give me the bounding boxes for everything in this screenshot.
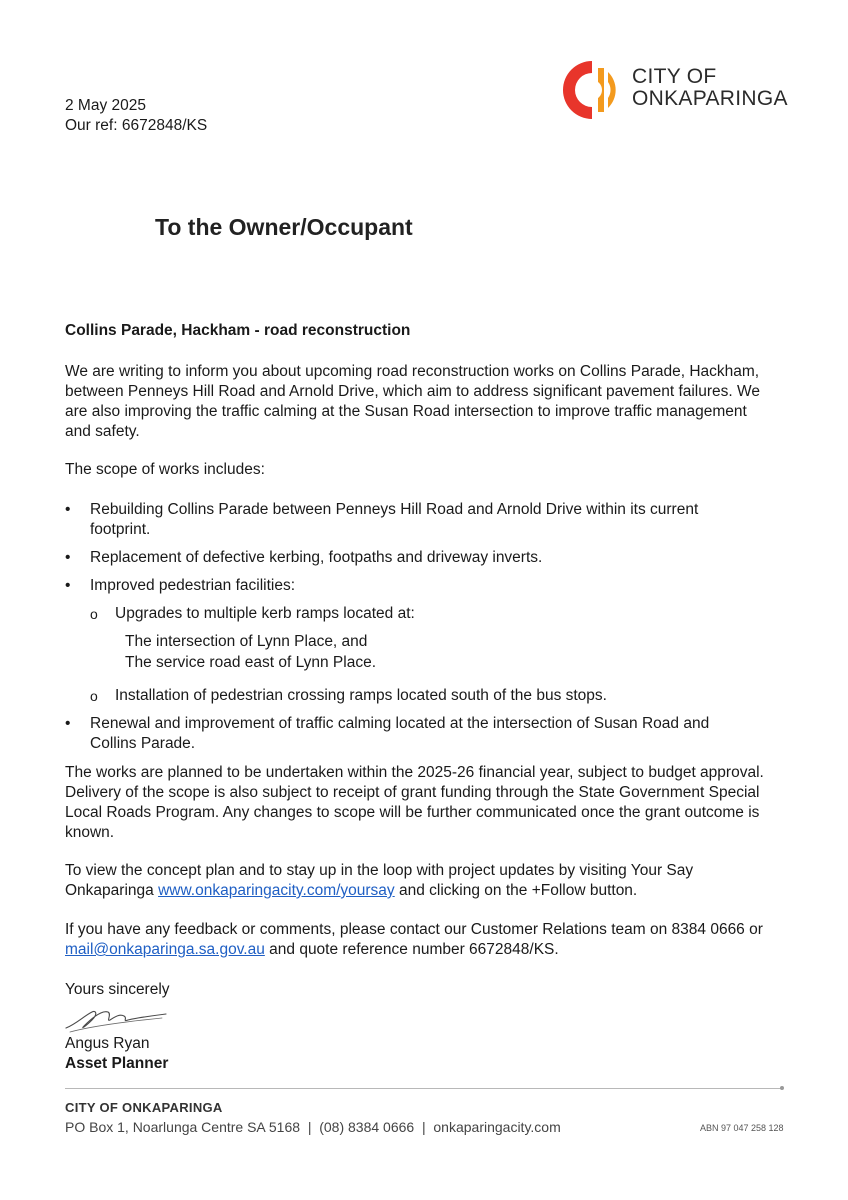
location-line: The intersection of Lynn Place, and (125, 633, 368, 650)
footer-organisation: CITY OF ONKAPARINGA (65, 1100, 223, 1115)
footer-abn: ABN 97 047 258 128 (700, 1123, 784, 1133)
list-item-text: Rebuilding Collins Parade between Penneys Hill Road and Arnold Drive within its current footprint. (90, 501, 699, 538)
footer-contact-details: PO Box 1, Noarlunga Centre SA 5168 | (08) 8384 0666 | onkaparingacity.com (65, 1119, 561, 1135)
sub-list-item-text: Installation of pedestrian crossing ramps located south of the bus stops. (115, 687, 607, 704)
concept-paragraph (65, 861, 765, 901)
list-item-text: Improved pedestrian facilities: (90, 577, 296, 594)
bullet-icon: • (65, 577, 71, 594)
bullet-icon: • (65, 715, 71, 732)
yoursay-link[interactable]: www.onkaparingacity.com/yoursay (158, 882, 395, 899)
bullet-icon: • (65, 501, 71, 518)
footer-divider (65, 1088, 783, 1089)
council-logo-mark-icon (560, 58, 624, 122)
works-paragraph: The works are planned to be undertaken within the 2025-26 financial year, subject to budget approval. Delivery of the scope is also subject to receipt of grant funding through the State Government Special Local Roads Program. Any changes to scope will be further communicated once the grant outcome is known. (65, 764, 764, 841)
scope-lead: The scope of works includes: (65, 461, 265, 478)
closing: Yours sincerely (65, 981, 170, 998)
footer-divider-dot (780, 1086, 784, 1090)
salutation: To the Owner/Occupant (155, 214, 413, 240)
letter-reference: Our ref: 6672848/KS (65, 117, 208, 134)
logo-line-2: ONKAPARINGA (632, 87, 788, 110)
signer-title: Asset Planner (65, 1055, 169, 1072)
intro-paragraph: We are writing to inform you about upcoming road reconstruction works on Collins Parade, Hackham, between Penneys Hill Road and Arnold Drive, which aim to address significant pavement failures. We are also improving the traffic calming at the Susan Road intersection to improve traffic management and safety. (65, 363, 760, 440)
date-reference-block (65, 96, 207, 136)
feedback-paragraph (65, 920, 785, 960)
logo-line-1: CITY OF (632, 65, 717, 88)
signer-name: Angus Ryan (65, 1035, 150, 1052)
list-item-text: Replacement of defective kerbing, footpaths and driveway inverts. (90, 549, 543, 566)
hollow-bullet-icon: o (90, 688, 98, 704)
feedback-text-pre: If you have any feedback or comments, please contact our Customer Relations team on 8384 0666 or (65, 921, 763, 938)
location-line: The service road east of Lynn Place. (125, 654, 377, 671)
letter-date: 2 May 2025 (65, 97, 146, 114)
email-link[interactable]: mail@onkaparinga.sa.gov.au (65, 941, 265, 958)
concept-text-pre: To view the concept plan and to stay up in the loop with project updates by visiting Your Say Onkaparinga (65, 862, 694, 899)
council-logo (560, 58, 790, 128)
feedback-text-post: and quote reference number 6672848/KS. (264, 941, 559, 958)
handwritten-signature (62, 1002, 172, 1036)
concept-text-post: and clicking on the +Follow button. (394, 882, 638, 899)
letter-subject: Collins Parade, Hackham - road reconstruction (65, 322, 411, 339)
bullet-icon: • (65, 549, 71, 566)
council-logo-wordmark (632, 66, 788, 110)
list-item-text: Renewal and improvement of traffic calming located at the intersection of Susan Road and Collins Parade. (90, 715, 710, 752)
hollow-bullet-icon: o (90, 606, 98, 622)
sub-list-item-text: Upgrades to multiple kerb ramps located at: (115, 605, 415, 622)
